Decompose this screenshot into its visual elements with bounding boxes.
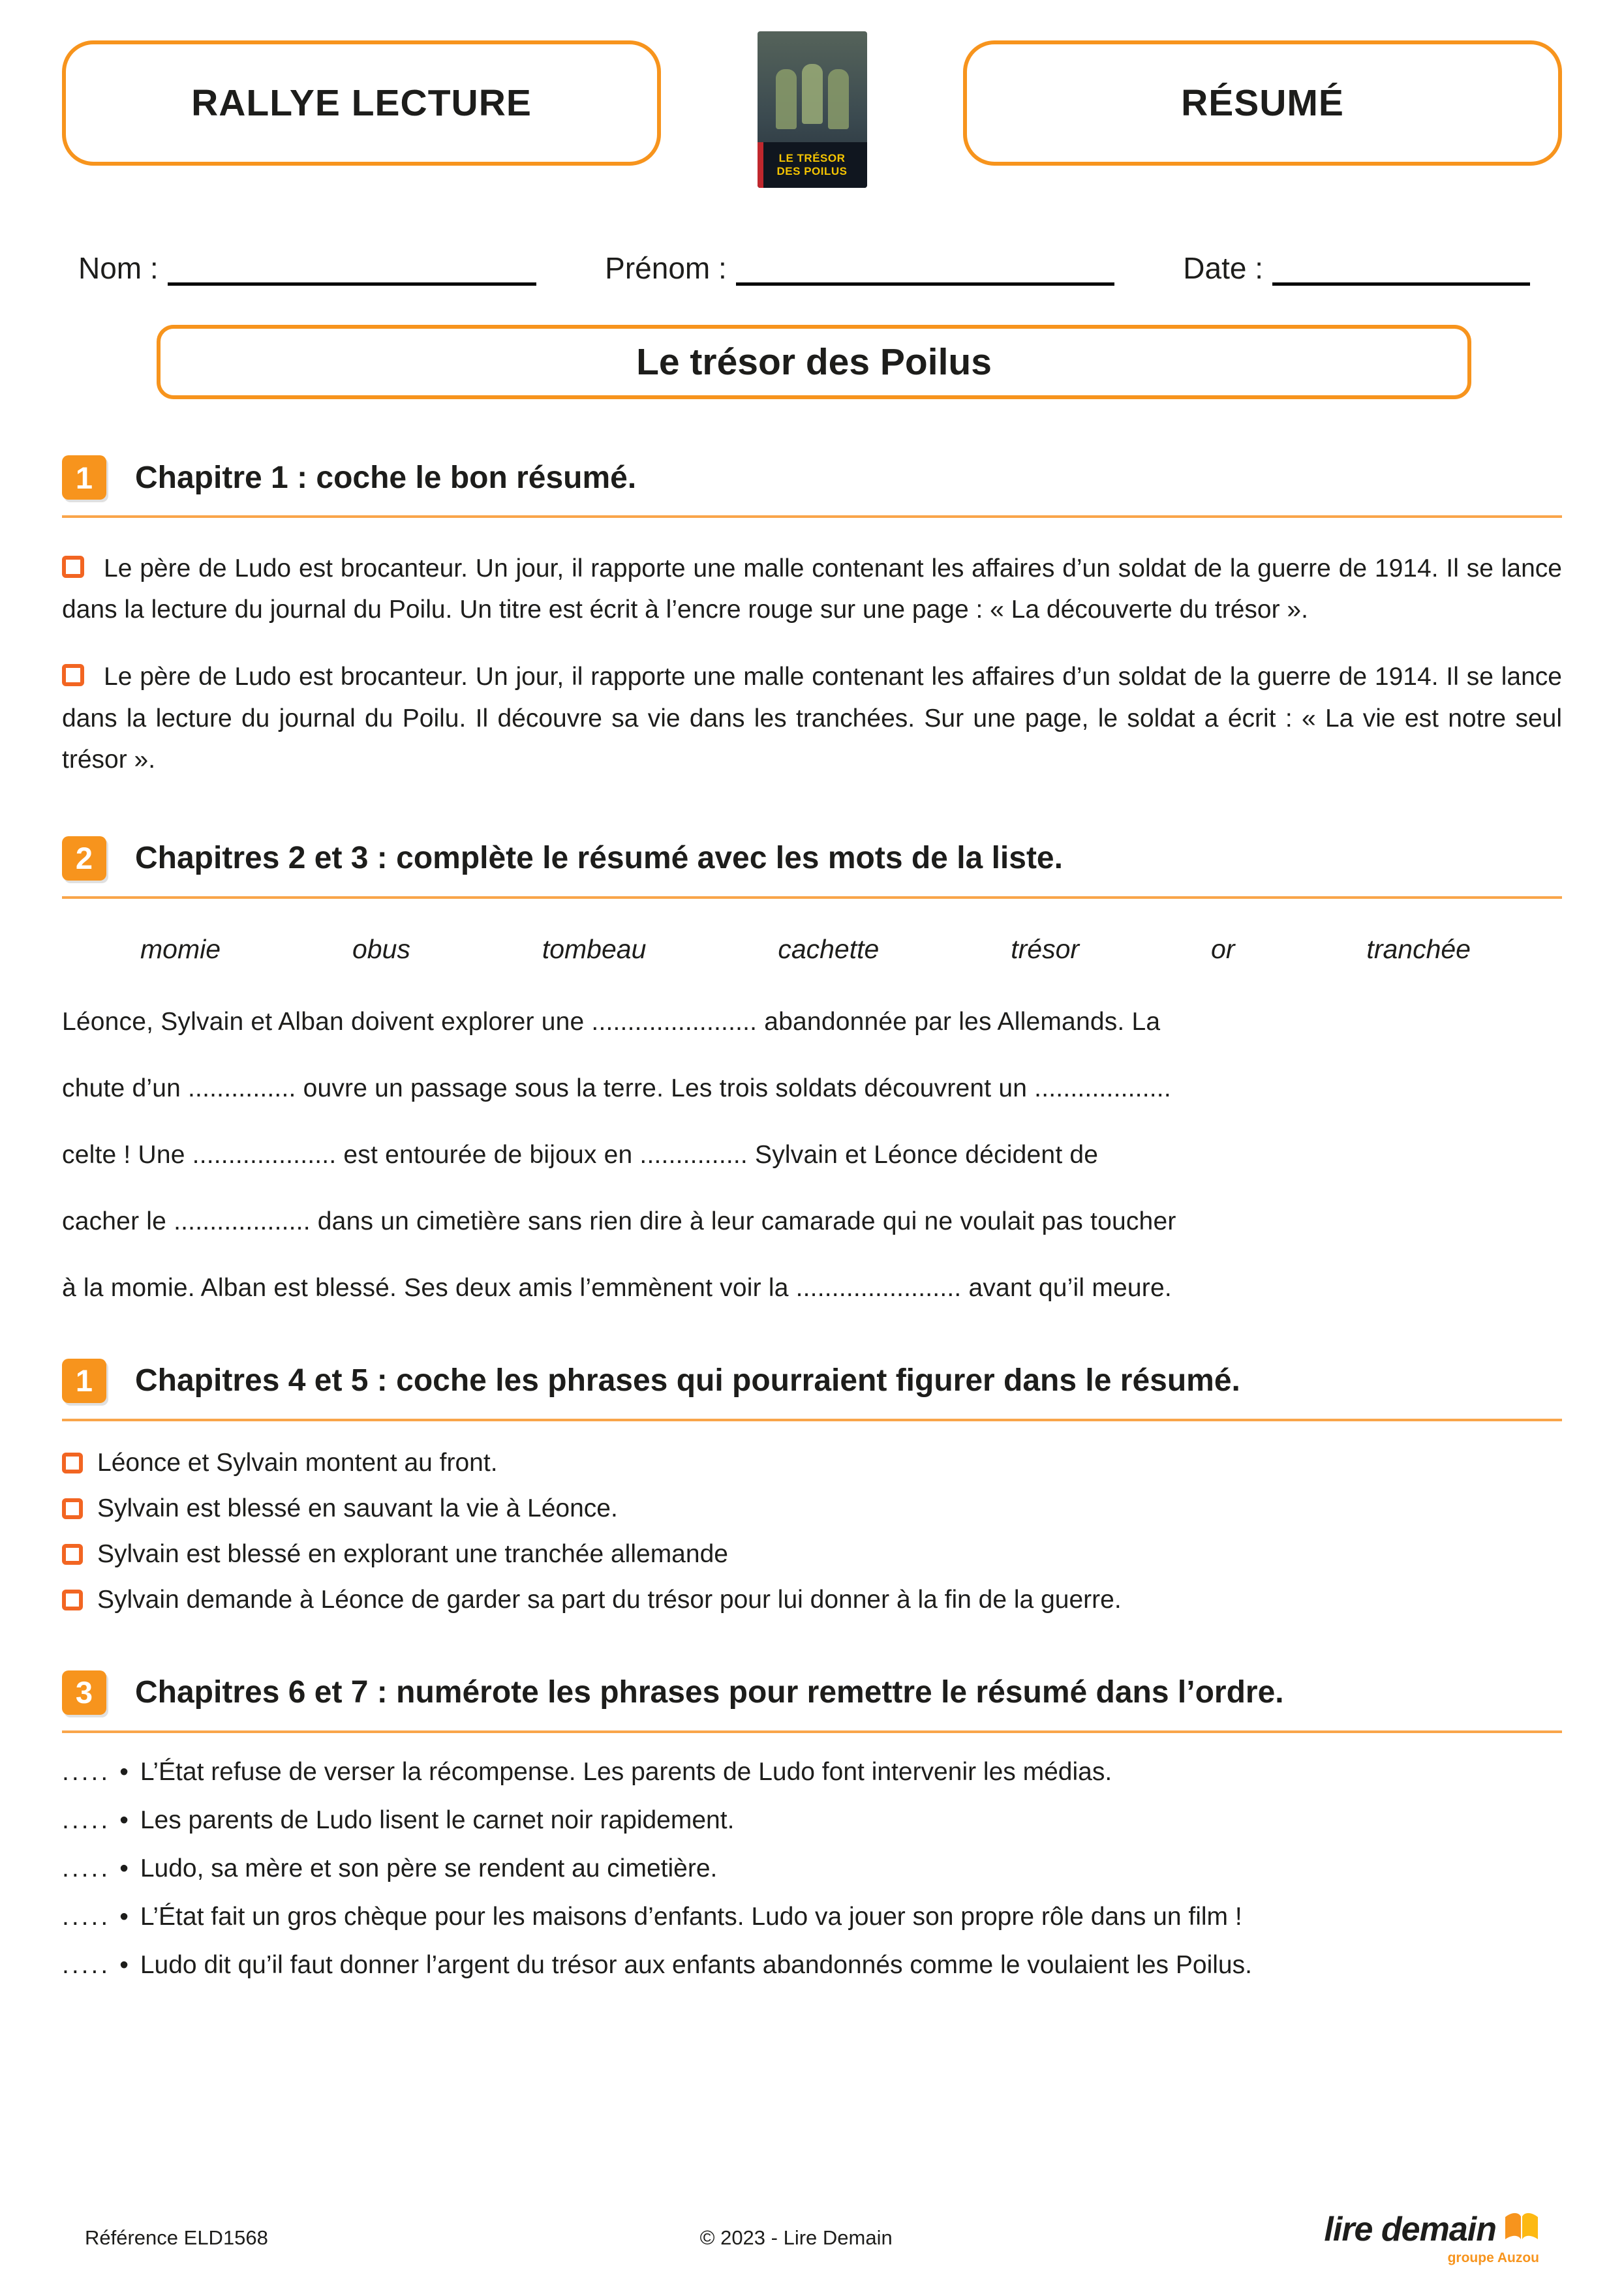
firstname-field[interactable] xyxy=(736,250,1114,286)
check-item xyxy=(62,1586,1562,1614)
soldier-figure-icon xyxy=(776,69,797,129)
order-item-text: Les parents de Ludo lisent le carnet noir rapidement. xyxy=(140,1805,735,1834)
check-item xyxy=(62,1449,1562,1477)
bullet: • xyxy=(119,1854,129,1882)
publisher-logo xyxy=(1324,2210,1539,2266)
section3-heading: Chapitres 4 et 5 : coche les phrases qui pourraient figurer dans le résumé. xyxy=(135,1363,1240,1398)
order-item-text: L’État fait un gros chèque pour les maisons d’enfants. Ludo va jouer son propre rôle dans un film ! xyxy=(140,1902,1242,1931)
publisher-group-label: groupe Auzou xyxy=(1447,2250,1539,2265)
check-item xyxy=(62,1494,1562,1523)
section2-number-badge: 2 xyxy=(62,836,106,881)
date-label: Date : xyxy=(1183,251,1263,285)
worksheet-title-box xyxy=(157,325,1471,399)
summary-option-text: Le père de Ludo est brocanteur. Un jour, il rapporte une malle contenant les affaires d’un soldat de la guerre de 1914. Il se lance dans la lecture du journal du Poilu. Il découvre sa vie dans les tranchées. Sur une page, le soldat a écrit : « La vie est notre seul trésor ». xyxy=(62,663,1562,774)
number-blank[interactable]: ..... xyxy=(62,1757,111,1786)
number-blank[interactable]: ..... xyxy=(62,1805,111,1834)
order-item-text: Ludo, sa mère et son père se rendent au cimetière. xyxy=(140,1854,718,1882)
number-blank[interactable]: ..... xyxy=(62,1902,111,1931)
word-item: obus xyxy=(352,933,410,964)
bullet: • xyxy=(119,1950,129,1979)
check-item-text: Léonce et Sylvain montent au front. xyxy=(97,1448,498,1477)
summary-option xyxy=(62,548,1562,630)
section3-checklist xyxy=(0,1449,1624,1614)
order-item-text: L’État refuse de verser la récompense. Les parents de Ludo font intervenir les médias. xyxy=(140,1757,1112,1786)
section2-heading: Chapitres 2 et 3 : complète le résumé avec les mots de la liste. xyxy=(135,841,1063,876)
summary-option-text: Le père de Ludo est brocanteur. Un jour, il rapporte une malle contenant les affaires d’un soldat de la guerre de 1914. Il se lance dans la lecture du journal du Poilu. Un titre est écrit à l’encre rouge sur une page : « La découverte du trésor ». xyxy=(62,554,1562,624)
cloze-paragraph xyxy=(0,1008,1624,1303)
section1-options xyxy=(0,548,1624,780)
name-field[interactable] xyxy=(168,250,536,286)
order-item xyxy=(62,1951,1562,1980)
word-item: or xyxy=(1211,933,1235,964)
copyright-label: © 2023 - Lire Demain xyxy=(699,2226,893,2249)
cloze-line[interactable]: à la momie. Alban est blessé. Ses deux amis l’emmènent voir la ....................... avant qu’il meure. xyxy=(62,1273,1172,1302)
cloze-line[interactable]: celte ! Une .................... est entourée de bijoux en ............... Sylvain et Léonce décident de xyxy=(62,1140,1099,1169)
number-blank[interactable]: ..... xyxy=(62,1950,111,1979)
number-blank[interactable]: ..... xyxy=(62,1854,111,1882)
order-item xyxy=(62,1854,1562,1883)
section4-header xyxy=(62,1670,1562,1733)
section1-number-badge: 1 xyxy=(62,455,106,500)
order-item xyxy=(62,1758,1562,1787)
word-item: cachette xyxy=(778,933,880,964)
publisher-logo-text: lire demain xyxy=(1324,2211,1496,2248)
book-cover-title-line1: LE TRÉSOR xyxy=(778,151,846,164)
section4-number-badge: 3 xyxy=(62,1670,106,1715)
book-cover-title-band xyxy=(758,142,867,188)
section3-number-badge: 1 xyxy=(62,1359,106,1403)
bullet: • xyxy=(119,1757,129,1786)
check-item-text: Sylvain est blessé en sauvant la vie à Léonce. xyxy=(97,1494,618,1522)
cover-red-strip xyxy=(758,142,763,188)
book-cover-title-line2: DES POILUS xyxy=(776,165,848,177)
cloze-line[interactable]: cacher le ................... dans un cimetière sans rien dire à leur camarade qui ne voulait pas toucher xyxy=(62,1207,1176,1235)
order-item-text: Ludo dit qu’il faut donner l’argent du trésor aux enfants abandonnés comme le voulaient les Poilus. xyxy=(140,1950,1252,1979)
word-item: momie xyxy=(140,933,221,964)
open-book-icon xyxy=(1504,2210,1539,2249)
order-item xyxy=(62,1903,1562,1931)
cloze-line[interactable]: Léonce, Sylvain et Alban doivent explorer une ....................... abandonnée par les Allemands. La xyxy=(62,1007,1161,1036)
check-item-text: Sylvain est blessé en explorant une tranchée allemande xyxy=(97,1539,728,1568)
checkbox[interactable] xyxy=(62,1498,83,1519)
check-item xyxy=(62,1540,1562,1569)
section2-header xyxy=(62,836,1562,899)
resume-label: RÉSUMÉ xyxy=(1181,82,1344,124)
firstname-group xyxy=(605,250,1114,286)
date-field[interactable] xyxy=(1272,250,1530,286)
section3-header xyxy=(62,1359,1562,1421)
identity-row xyxy=(0,250,1624,286)
section1-heading: Chapitre 1 : coche le bon résumé. xyxy=(135,460,637,495)
word-list xyxy=(0,934,1624,965)
name-group xyxy=(78,250,536,286)
check-item-text: Sylvain demande à Léonce de garder sa part du trésor pour lui donner à la fin de la guerre. xyxy=(97,1585,1122,1614)
word-item: tranchée xyxy=(1366,933,1471,964)
worksheet-title: Le trésor des Poilus xyxy=(636,341,992,383)
reference-label: Référence ELD1568 xyxy=(85,2226,268,2249)
firstname-label: Prénom : xyxy=(605,251,727,285)
checkbox[interactable] xyxy=(62,1453,83,1473)
footer xyxy=(0,2210,1624,2266)
name-label: Nom : xyxy=(78,251,159,285)
section1-header xyxy=(62,455,1562,518)
bullet: • xyxy=(119,1902,129,1931)
word-item: tombeau xyxy=(542,933,647,964)
book-cover-image xyxy=(758,31,867,188)
summary-option xyxy=(62,656,1562,780)
checkbox[interactable] xyxy=(62,1590,83,1610)
checkbox[interactable] xyxy=(62,556,84,578)
soldier-figure-icon xyxy=(828,69,849,129)
bullet: • xyxy=(119,1805,129,1834)
resume-box xyxy=(963,40,1562,166)
rallye-lecture-label: RALLYE LECTURE xyxy=(191,82,532,124)
header xyxy=(0,0,1624,188)
order-item xyxy=(62,1806,1562,1835)
section4-heading: Chapitres 6 et 7 : numérote les phrases pour remettre le résumé dans l’ordre. xyxy=(135,1675,1284,1710)
checkbox[interactable] xyxy=(62,664,84,686)
checkbox[interactable] xyxy=(62,1544,83,1565)
cloze-line[interactable]: chute d’un ............... ouvre un passage sous la terre. Les trois soldats découvrent un ................... xyxy=(62,1074,1171,1102)
word-item: trésor xyxy=(1011,933,1080,964)
rallye-lecture-box xyxy=(62,40,661,166)
date-group xyxy=(1183,250,1530,286)
soldier-figure-icon xyxy=(802,64,823,124)
section4-orderlist xyxy=(0,1758,1624,1980)
